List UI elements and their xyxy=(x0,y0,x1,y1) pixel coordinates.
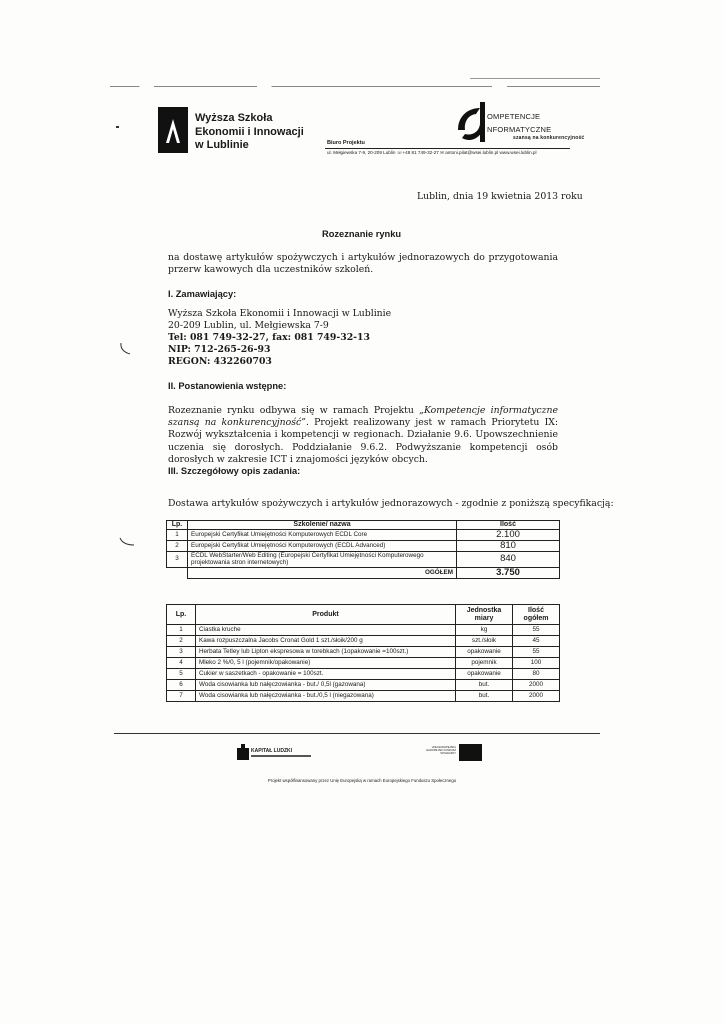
row-lp: 3 xyxy=(167,551,188,567)
row-lp: 3 xyxy=(167,647,196,658)
school-name-line: Wyższa Szkoła xyxy=(195,112,273,124)
row-unit: opakowanie xyxy=(456,669,513,680)
empty-cell xyxy=(167,567,188,578)
total-label: OGÓŁEM xyxy=(188,567,457,578)
table-row xyxy=(167,625,560,636)
row-lp: 4 xyxy=(167,658,196,669)
kompetencje-logo xyxy=(452,100,492,146)
column-header: Ilość ogółem xyxy=(513,605,560,625)
section-heading: I. Zamawiający: xyxy=(168,289,237,299)
kapital-ludzki-subline xyxy=(251,755,311,757)
column-header: Jednostka miary xyxy=(456,605,513,625)
products-table xyxy=(166,604,560,702)
row-qty: 2000 xyxy=(513,691,560,702)
column-header: Szkolenie/ nazwa xyxy=(188,521,457,530)
row-lp: 5 xyxy=(167,669,196,680)
table-row xyxy=(167,636,560,647)
table-row xyxy=(167,691,560,702)
footer-divider xyxy=(114,733,600,734)
buyer-name: Wyższa Szkoła Ekonomii i Innowacji w Lublinie xyxy=(168,308,392,319)
row-qty: 2.100 xyxy=(457,529,560,540)
row-name: Europejski Certyfikat Umiejętności Komputerowych (ECDL Advanced) xyxy=(188,540,457,551)
column-header: Lp. xyxy=(167,521,188,530)
table-header-row xyxy=(167,605,560,625)
buyer-nip: NIP: 712-265-26-93 xyxy=(168,344,271,355)
document-title: Rozeznanie rynku xyxy=(322,229,402,239)
row-product: Ciastka kruche xyxy=(196,625,456,636)
row-product: Kawa rozpuszczalna Jacobs Cronat Gold 1 szt./słoik/200 g xyxy=(196,636,456,647)
row-qty: 80 xyxy=(513,669,560,680)
table-row xyxy=(167,658,560,669)
row-qty: 100 xyxy=(513,658,560,669)
row-qty: 2000 xyxy=(513,680,560,691)
row-unit: opakowanie xyxy=(456,647,513,658)
row-unit: but. xyxy=(456,691,513,702)
office-address: ul. Mełgiewska 7-9, 20-209 Lublin ☏+48 81 749-32-27 ✉ antoni.pilat@wsei.lublin.pl www.wsei.lublin.pl xyxy=(327,150,537,155)
kompetencje-text xyxy=(487,112,584,143)
kapital-ludzki-logo xyxy=(237,744,249,760)
buyer-tel: Tel: 081 749-32-27, fax: 081 749-32-13 xyxy=(168,332,370,343)
row-qty: 840 xyxy=(457,551,560,567)
column-header: Lp. xyxy=(167,605,196,625)
preliminary-paragraph xyxy=(168,405,558,466)
table-total-row xyxy=(167,567,560,578)
table-row xyxy=(167,669,560,680)
school-name-line: Ekonomii i Innowacji xyxy=(195,125,304,138)
scan-mark xyxy=(116,126,119,128)
school-logo xyxy=(158,107,188,153)
table-row xyxy=(167,529,560,540)
section-heading: II. Postanowienia wstępne: xyxy=(168,381,287,391)
ue-text: UNIA EUROPEJSKA EUROPEJSKI FUNDUSZ SPOŁECZNY xyxy=(426,746,456,755)
row-lp: 1 xyxy=(167,625,196,636)
row-unit: but. xyxy=(456,680,513,691)
row-lp: 2 xyxy=(167,636,196,647)
table-row xyxy=(167,551,560,567)
funding-note: Projekt współfinansowany przez Unię Europejską w ramach Europejskiego Funduszu Społecznego xyxy=(267,778,457,783)
task-intro: Dostawa artykułów spożywczych i artykułów jednorazowych - zgodnie z poniższą specyfikacją: xyxy=(168,498,614,509)
column-header: Ilość xyxy=(457,521,560,530)
column-header: Produkt xyxy=(196,605,456,625)
row-product: Woda cisowianka lub nałęczowianka - but./0,5 l (niegazowana) xyxy=(196,691,456,702)
scan-mark xyxy=(118,536,136,548)
school-name xyxy=(195,112,304,153)
row-lp: 7 xyxy=(167,691,196,702)
row-lp: 6 xyxy=(167,680,196,691)
eu-flag-icon xyxy=(459,744,482,761)
table-row xyxy=(167,680,560,691)
row-name: ECDL WebStarter/Web Editing (Europejski Certyfikat Umiejętności Komputerowego projektowania stron internetowych) xyxy=(188,551,457,567)
row-unit: szt./słoik xyxy=(456,636,513,647)
row-name: Europejski Certyfikat Umiejętności Komputerowych ECDL Core xyxy=(188,529,457,540)
row-qty: 810 xyxy=(457,540,560,551)
row-unit: kg xyxy=(456,625,513,636)
training-table xyxy=(166,520,560,579)
table-header-row xyxy=(167,521,560,530)
table-row xyxy=(167,647,560,658)
paragraph-text: Rozeznanie rynku odbywa się w ramach Projektu xyxy=(168,405,420,416)
section-heading: III. Szczegółowy opis zadania: xyxy=(168,466,301,476)
school-name-line: w Lublinie xyxy=(195,139,249,151)
paragraph-text: . Projekt realizowany jest w ramach Priorytetu IX: Rozwój wykształcenia i kompetencji w regionach. Działanie 9.6. Upowszechnienie uczenia się dorosłych. Poddziałanie 9.6.2. Podwyższanie kompetencji osób dorosłych w zakresie ICT i znajomości języków obcych. xyxy=(168,417,559,465)
row-product: Cukier w saszetkach - opakowanie = 100szt. xyxy=(196,669,456,680)
row-product: Woda cisowianka lub nałęczowianka - but./ 0,5l (gazowana) xyxy=(196,680,456,691)
kompetencje-line: OMPETENCJE xyxy=(487,112,541,121)
row-lp: 1 xyxy=(167,529,188,540)
row-product: Mleko 2 %/0, 5 l (pojemnik/opakowanie) xyxy=(196,658,456,669)
kapital-ludzki-text: KAPITAŁ LUDZKI xyxy=(251,748,293,754)
row-qty: 55 xyxy=(513,625,560,636)
scan-mark xyxy=(118,342,132,356)
scan-line xyxy=(470,78,600,79)
scan-line xyxy=(110,86,600,87)
table-row xyxy=(167,540,560,551)
project-office-label: Biuro Projektu xyxy=(327,140,365,146)
date-line: Lublin, dnia 19 kwietnia 2013 roku xyxy=(417,191,583,202)
total-value: 3.750 xyxy=(457,567,560,578)
row-qty: 45 xyxy=(513,636,560,647)
row-product: Herbata Tetley lub Lipton ekspresowa w torebkach (1opakowanie =100szt.) xyxy=(196,647,456,658)
row-unit: pojemnik xyxy=(456,658,513,669)
row-lp: 2 xyxy=(167,540,188,551)
buyer-address: 20-209 Lublin, ul. Mełgiewska 7-9 xyxy=(168,320,329,331)
subject-paragraph: na dostawę artykułów spożywczych i artykułów jednorazowych do przygotowania przerw kawowych dla uczestników szkoleń. xyxy=(168,252,558,276)
buyer-regon: REGON: 432260703 xyxy=(168,356,272,367)
row-qty: 55 xyxy=(513,647,560,658)
header-divider xyxy=(325,148,570,149)
kompetencje-line: NFORMATYCZNE xyxy=(487,125,552,134)
kompetencje-line: szansą na konkurencyjność xyxy=(513,135,585,141)
project-name: „Kompetencje informatyczne szansą na konkurencyjność” xyxy=(168,405,558,429)
